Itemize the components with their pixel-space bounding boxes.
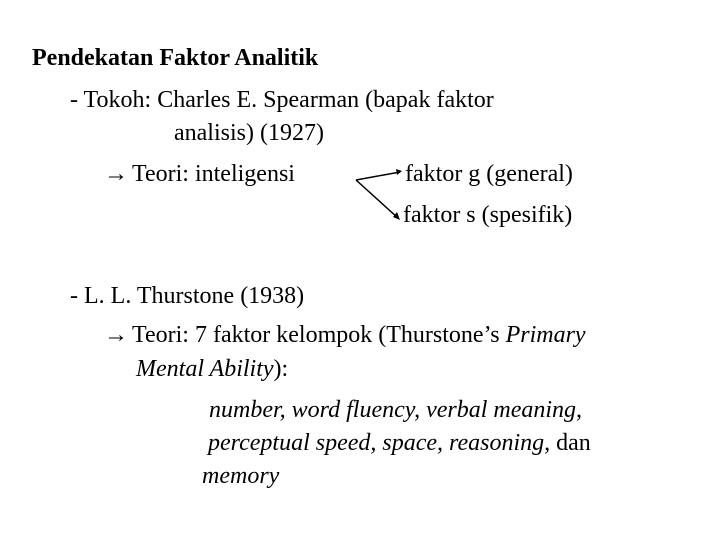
ability-list-line-1: number, word fluency, verbal meaning, (209, 397, 583, 423)
thurstone-theory-line-1 (104, 321, 586, 349)
spearman-theory-label: Teori: inteligensi (132, 161, 295, 187)
factor-g: faktor g (general) (405, 161, 573, 187)
ability-list-line-3: memory (202, 463, 280, 489)
right-arrow-icon: → (104, 322, 128, 348)
factor-s: faktor s (spesifik) (403, 202, 573, 228)
mental-ability-italic: Mental Ability (136, 356, 274, 382)
ability-list-line-2 (208, 429, 591, 457)
ability-list-italic: perceptual speed, space, reasoning, (208, 430, 551, 456)
thurstone-theory-line-2 (136, 355, 288, 383)
spearman-theory (104, 160, 295, 188)
thurstone-theory-text: Teori: 7 faktor kelompok (Thurstone’s (132, 322, 506, 348)
thurstone-theory-italic: Primary (505, 322, 586, 348)
spearman-line-1: - Tokoh: Charles E. Spearman (bapak faktor (70, 87, 494, 113)
mental-ability-suffix: ): (273, 356, 289, 382)
thurstone-line-1: - L. L. Thurstone (1938) (70, 283, 305, 309)
spearman-line-2: analisis) (1927) (174, 120, 324, 146)
slide-title: Pendekatan Faktor Analitik (32, 45, 319, 71)
right-arrow-icon: → (104, 161, 128, 187)
ability-list-conjunction: dan (550, 430, 591, 456)
